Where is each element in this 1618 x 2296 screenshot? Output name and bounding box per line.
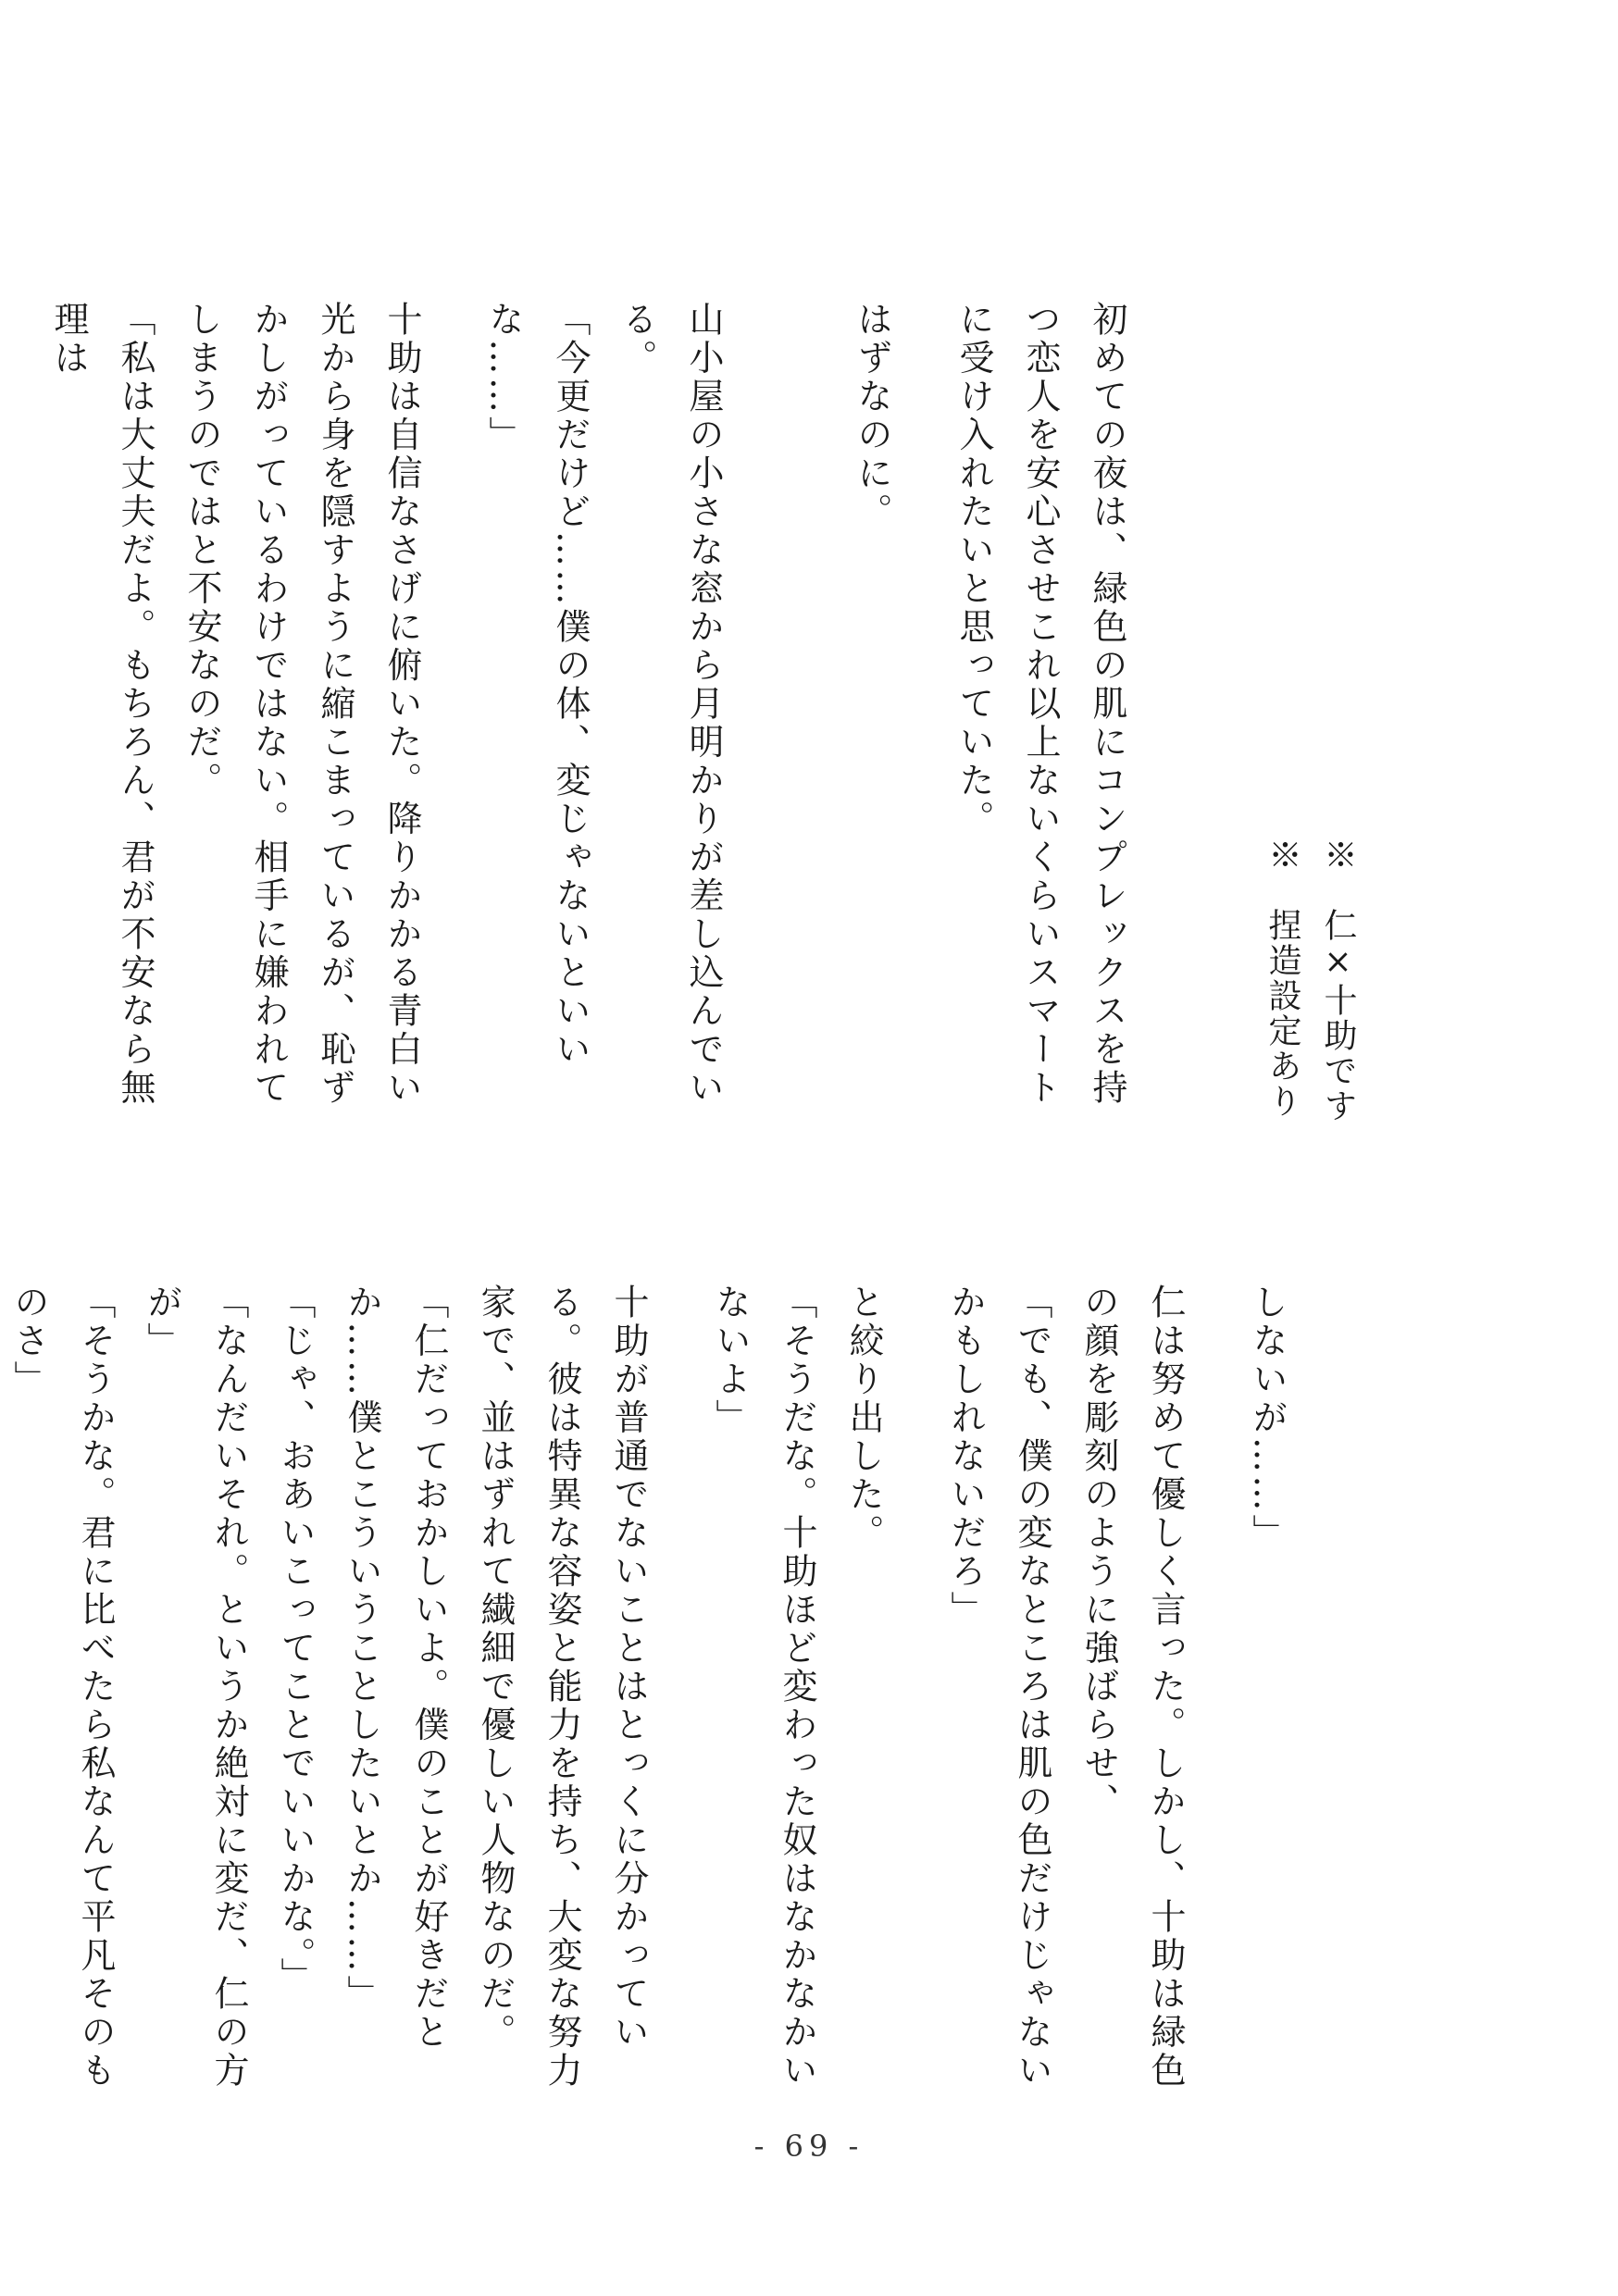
paragraph: 初めての夜は、緑色の肌にコンプレックスを持つ恋人を安心させこれ以上ないくらいスマートに受け入れたいと思っていた。 [953, 301, 1127, 1108]
paragraph: 山小屋の小さな窓から月明かりが差し込んでいる。 [616, 301, 724, 1108]
dialogue: 「私は大丈夫だよ。もちろん、君が不安なら無理は [48, 301, 156, 1108]
dialogue: 「そうかな。君に比べたら私なんて平凡そのものさ」 [8, 1284, 116, 2091]
dialogue: 「そうだな。十助ほど変わった奴はなかなかいないよ」 [710, 1284, 817, 2091]
note-setting: ※ 捏造設定あり [1263, 838, 1301, 1119]
note-pairing: ※ 仁×十助です [1319, 838, 1357, 1123]
blank-line [772, 301, 839, 1115]
paragraph: 十助は自信なさげに俯いた。降りかかる青白い光から身を隠すように縮こまっているが、恥ずかしがっているわけではない。相手に嫌われてしまうのではと不安なのだ。 [181, 301, 422, 1108]
paragraph: と絞り出した。 [843, 1284, 884, 1553]
text-block-bottom [8, 1284, 1301, 2098]
paragraph: 十助が普通でないことはとっくに分かっている。彼は特異な容姿と能力を持ち、大変な努力家で、並はずれて繊細で優しい人物なのだ。 [475, 1284, 649, 2091]
author-notes [1236, 838, 1365, 1134]
page-number: - 69 - [753, 2128, 865, 2164]
dialogue: 「なんだいそれ。というか絶対に変だ、仁の方が」 [142, 1284, 249, 2091]
dialogue: 「でも、僕の変なところは肌の色だけじゃないかもしれないだろ」 [945, 1284, 1052, 2091]
dialogue: 「仁だっておかしいよ。僕のことが好きだとか……僕とこういうことしたいとか……」 [342, 1284, 449, 2052]
text-block-top [48, 301, 1176, 1115]
dialogue: 「今更だけど……僕の体、変じゃないといいな……」 [483, 301, 591, 1069]
dialogue: 「じゃ、おあいこってことでいいかな。」 [275, 1284, 316, 1996]
paragraph: はずなのに。 [852, 301, 892, 531]
paragraph: 仁は努めて優しく言った。しかし、十助は緑色の顔を彫刻のように強ばらせ、 [1078, 1284, 1186, 2091]
dialogue-continuation: しないが……」 [1247, 1284, 1288, 1553]
